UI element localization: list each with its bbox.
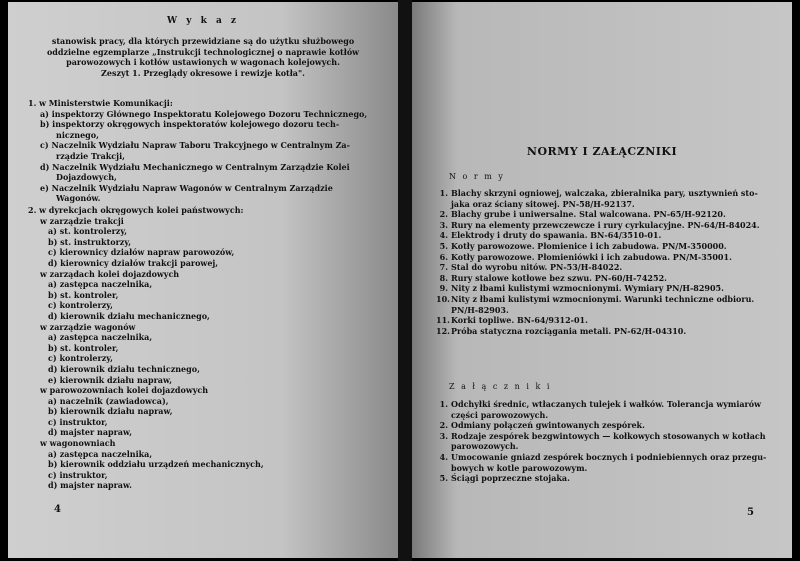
item-text: Rury na elementy przewczewcze i rury cyrkulacyjne. PN-64/H-84024. <box>451 219 760 230</box>
list-item: e) kierownik działu napraw, <box>48 374 173 385</box>
normy-label: N o r m y <box>449 172 505 181</box>
list-item: a) zastępca naczelnika, <box>48 448 153 459</box>
item-number: 2. <box>439 209 448 220</box>
list-title: W y k a z <box>166 16 240 26</box>
list-item: d) Naczelnik Wydziału Mechanicznego w Centralnym Zarządzie Kolei <box>40 161 350 172</box>
item-number: 8. <box>439 272 448 283</box>
list-item <box>436 326 760 337</box>
list-item <box>436 209 760 220</box>
item-text: bowych w kotle parowozowym. <box>451 462 588 473</box>
list-item: w zarządach kolei dojazdowych <box>40 268 180 279</box>
list-item: c) kierownicy działów napraw parowozów, <box>48 247 235 258</box>
right-page <box>412 2 792 558</box>
list-item <box>436 431 766 442</box>
item-number: 3. <box>439 430 448 441</box>
list-item: d) kierownicy działów trakcji parowej, <box>48 257 219 268</box>
list-item <box>436 452 766 463</box>
item-number: 1. <box>439 188 448 198</box>
normy-list <box>436 188 760 336</box>
item-text: Rury stalowe kotłowe bez szwu. PN-60/H-74252. <box>451 272 667 283</box>
list-item <box>436 410 766 421</box>
list-item: Wagonów. <box>56 193 101 204</box>
item-text: Ściągi poprzeczne stojaka. <box>451 473 570 484</box>
list-item: c) Naczelnik Wydziału Napraw Taboru Trakcyjnego w Centralnym Za- <box>40 140 350 151</box>
item-text: Korki topliwe. BN-64/9312-01. <box>451 315 588 326</box>
list-item <box>436 188 760 199</box>
item-text: Rodzaje zespórek bezgwintowych — kołkowych stosowanych w kotłach <box>451 430 766 441</box>
item-number: 6. <box>439 251 448 262</box>
left-page <box>8 2 398 558</box>
item-number: 4. <box>439 230 448 241</box>
item-number: 5. <box>439 240 448 251</box>
list-item: b) kierownik działu napraw, <box>48 406 173 417</box>
list-item: w parowozowniach kolei dojazdowych <box>40 385 209 396</box>
intro-line: parowozowych i kotłów ustawionych w wagonach kolejowych. <box>66 57 340 68</box>
item-text: Umocowanie gniazd zespórek bocznych i podniebiennych oraz przegu- <box>451 451 767 462</box>
item-number: 7. <box>439 262 448 273</box>
list-item: b) st. kontroler, <box>48 342 119 353</box>
intro-line: stanowisk pracy, dla których przewidziane są do użytku służbowego <box>51 36 355 46</box>
list-item <box>436 399 766 410</box>
list-item: a) zastępca naczelnika, <box>48 332 153 343</box>
list-item: e) Naczelnik Wydziału Napraw Wagonów w Centralnym Zarządzie <box>40 182 333 193</box>
item-text: Kotły parowozowe. Płomieniówki i ich zabudowa. PN/M-35001. <box>451 251 732 262</box>
intro-line: oddzielne egzemplarze „Instrukcji technologicznej o naprawie kotłów <box>46 46 360 57</box>
item-number: 4. <box>439 451 448 462</box>
list-item: Dojazdowych, <box>56 172 117 183</box>
list-item <box>436 199 760 210</box>
list-item: b) kierownik oddziału urządzeń mechanicznych, <box>48 459 264 470</box>
list-item: b) inspektorzy okręgowych inspektoratów kolejowego dozoru tech- <box>40 119 340 130</box>
list-item <box>436 441 766 452</box>
list-item <box>436 283 760 294</box>
item-text: Odchyłki średnic, wtłaczanych tulejek i wałków. Tolerancja wymiarów <box>451 399 761 409</box>
item-number: 9. <box>439 283 448 294</box>
list-item: nicznego, <box>56 129 99 140</box>
list-item <box>436 273 760 284</box>
list-item: a) st. kontrolerzy, <box>48 226 128 237</box>
item-text: Odmiany połączeń gwintowanych zespórek. <box>451 420 645 431</box>
section-ministry <box>28 98 367 204</box>
item-number: 10. <box>436 293 450 304</box>
item-text: Nity z łbami kulistymi wzmocnionymi. Wymiary PN/H-82905. <box>451 283 724 294</box>
section-directorates <box>28 205 264 491</box>
item-text: Stal do wyrobu nitów. PN-53/H-84022. <box>451 262 623 273</box>
list-item: a) naczelnik (zawiadowca), <box>48 395 169 406</box>
list-item <box>436 305 760 316</box>
item-text: PN/H-82903. <box>451 304 509 315</box>
item-number: 12. <box>436 325 450 336</box>
item-number: 3. <box>439 219 448 230</box>
intro-line: Zeszyt 1. Przeglądy okresowe i rewizje kotła". <box>101 67 305 78</box>
item-number: 11. <box>436 315 450 326</box>
list-item: a) inspektorzy Głównego Inspektoratu Kolejowego Dozoru Technicznego, <box>40 108 368 119</box>
list-item: w zarządzie wagonów <box>40 321 136 332</box>
list-item <box>436 463 766 474</box>
list-item: c) kontrolerzy, <box>48 300 113 311</box>
item-text: parowozowych. <box>451 441 519 452</box>
normy-zalaczniki-heading: NORMY I ZAŁĄCZNIKI <box>526 145 678 158</box>
item-text: Elektrody i druty do spawania. BN-64/3510-01. <box>451 230 662 241</box>
list-item <box>436 252 760 263</box>
section-label: 2. w dyrekcjach okręgowych kolei państwowych: <box>28 205 244 215</box>
item-text: Blachy skrzyni ogniowej, walczaka, zbieralnika pary, usztywnień sto- <box>451 188 758 198</box>
list-item: w zarządzie trakcji <box>40 215 124 226</box>
list-item: c) instruktor, <box>48 416 108 427</box>
item-text: Próba statyczna rozciągania metali. PN-62/H-04310. <box>451 325 687 336</box>
list-item <box>436 241 760 252</box>
list-item <box>436 220 760 231</box>
item-text: Kotły parowozowe. Płomienice i ich zabudowa. PN/M-350000. <box>451 240 727 251</box>
list-item: c) kontrolerzy, <box>48 353 113 364</box>
list-item <box>436 473 766 484</box>
item-number: 5. <box>439 473 448 484</box>
list-item: d) kierownik działu mechanicznego, <box>48 310 210 321</box>
list-item: c) instruktor, <box>48 469 108 480</box>
zalaczniki-label: Z a ł ą c z n i k i <box>449 382 552 391</box>
list-item: b) st. kontroler, <box>48 289 119 300</box>
list-item: rządzie Trakcji, <box>56 150 125 161</box>
item-text: Blachy grube i uniwersalne. Stal walcowana. PN-65/H-92120. <box>451 209 726 220</box>
list-item: w wagonowniach <box>40 438 116 449</box>
list-item: d) kierownik działu technicznego, <box>48 363 200 374</box>
page-number-right: 5 <box>747 507 754 518</box>
list-item: d) majster napraw, <box>48 427 133 438</box>
list-item <box>436 420 766 431</box>
book-gutter <box>398 0 412 561</box>
intro-paragraph <box>8 36 398 78</box>
section-label: 1. w Ministerstwie Komunikacji: <box>28 98 173 108</box>
list-item: a) zastępca naczelnika, <box>48 279 153 290</box>
list-item: b) st. instruktorzy, <box>48 236 132 247</box>
page-number-left: 4 <box>54 504 61 515</box>
list-item <box>436 262 760 273</box>
item-text: części parowozowych. <box>451 409 549 420</box>
list-item: d) majster napraw. <box>48 480 132 491</box>
list-item <box>436 315 760 326</box>
zalaczniki-list <box>436 399 766 484</box>
item-text: Nity z łbami kulistymi wzmocnionymi. Warunki techniczne odbioru. <box>451 293 755 304</box>
list-item <box>436 294 760 305</box>
item-number: 2. <box>439 420 448 431</box>
list-item <box>436 230 760 241</box>
item-text: jaka oraz ściany sitowej. PN-58/H-92137. <box>451 198 635 209</box>
item-number: 1. <box>439 399 448 409</box>
